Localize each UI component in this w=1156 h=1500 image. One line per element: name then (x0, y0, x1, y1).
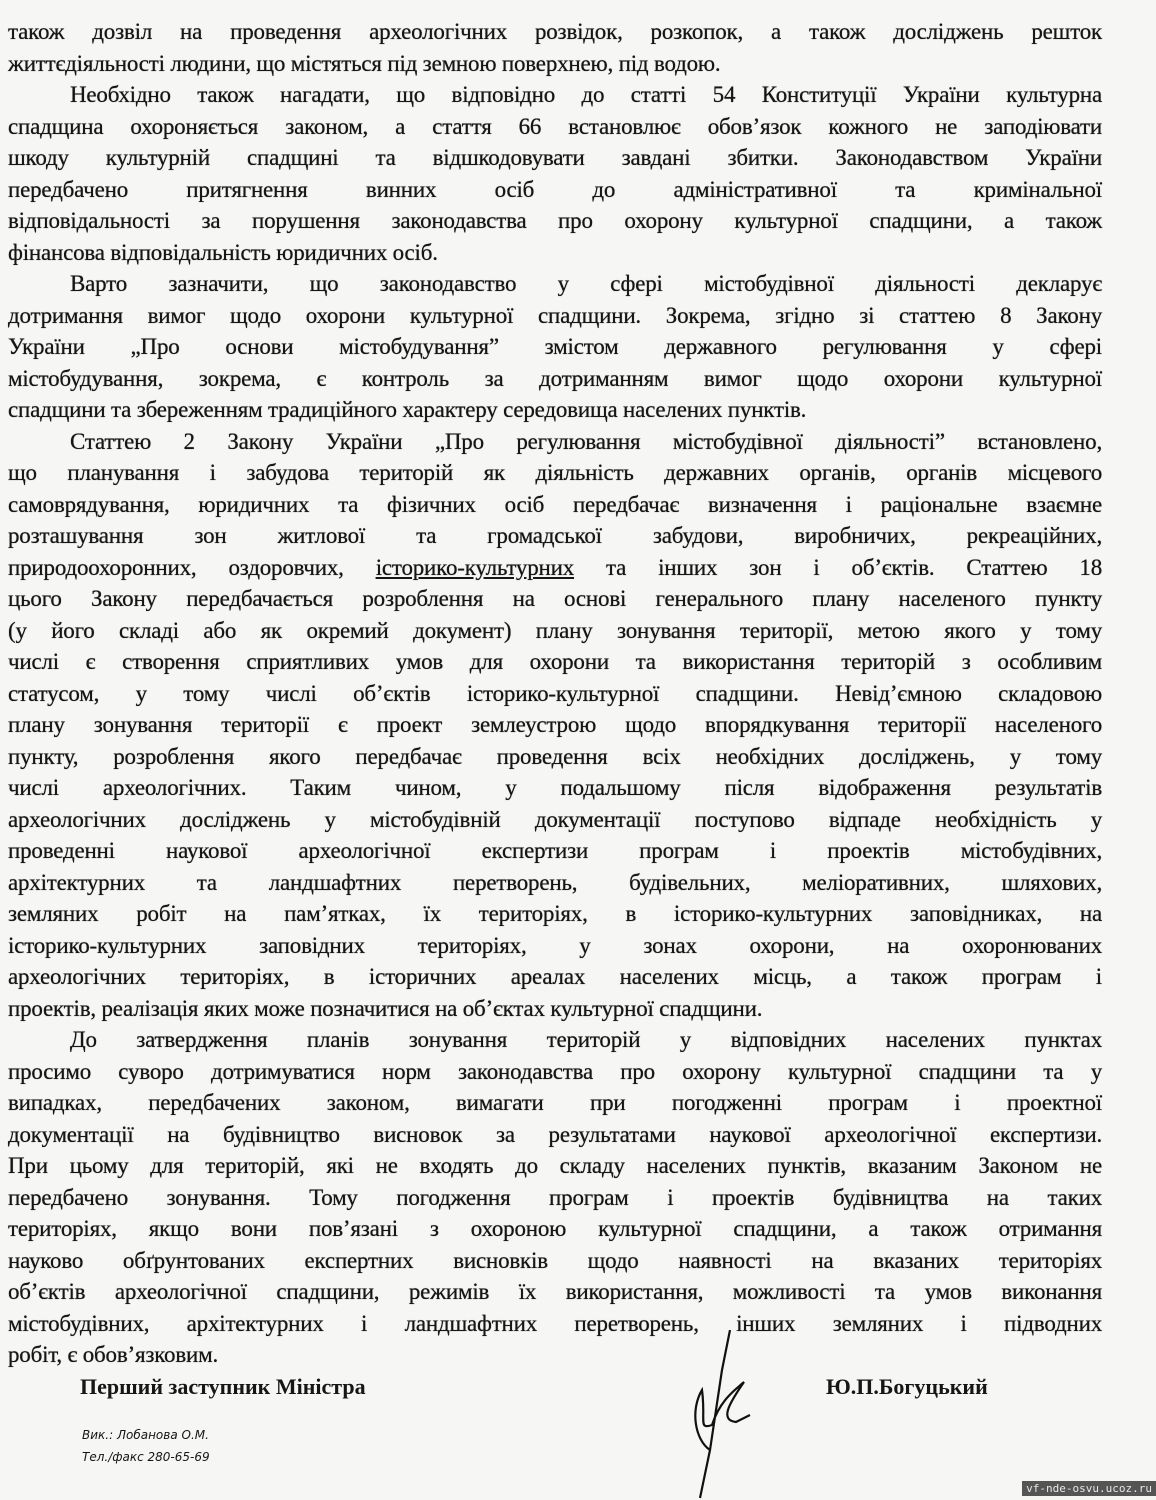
signatory-title: Перший заступник Міністра (80, 1374, 366, 1399)
text-line: проектів, реалізація яких може позначитися на об’єктах культурної спадщини. (8, 995, 763, 1021)
letter-body (8, 16, 1102, 1371)
text-line: історико-культурних заповідних територіях, у зонах охорони, на охоронюваних (8, 932, 1102, 958)
text-line: спадщини та збереженням традиційного характеру середовища населених пунктів. (8, 397, 807, 422)
text-line: фінансова відповідальність юридичних осіб. (8, 239, 438, 265)
text-line: передбачено зонування. Тому погодження програм і проектів будівництва на таких (8, 1184, 1102, 1210)
text-line: числі є створення сприятливих умов для охорони та використання територій з особливим (8, 649, 1102, 674)
paragraph (8, 16, 1102, 79)
paragraph (8, 268, 1102, 426)
paragraph (8, 79, 1102, 268)
executor-phone: Тел./факс 280-65-69 (82, 1450, 210, 1464)
text-line: самоврядування, юридичних та фізичних осіб передбачає визначення і раціональне взаємне (8, 491, 1102, 517)
text-line: Необхідно також нагадати, що відповідно до статті 54 Конституції України культурна (70, 82, 1102, 107)
text-line: Варто зазначити, що законодавство у сфері містобудівної діяльності декларує (70, 271, 1102, 296)
text-line: України „Про основи містобудування” змістом державного регулювання у сфері (8, 334, 1102, 359)
text-line: просимо суворо дотримуватися норм законодавства про охорону культурної спадщини та у (8, 1058, 1102, 1084)
text-line: спадщина охороняється законом, а стаття 66 встановлює обов’язок кожного не заподіювати (8, 113, 1102, 139)
text-line: відповідальності за порушення законодавства про охорону культурної спадщини, а також (8, 208, 1102, 233)
text-line: плану зонування території є проект землеустрою щодо впорядкування території населеного (8, 712, 1102, 737)
text-line: науково обґрунтованих експертних висновків щодо наявності на вказаних територіях (8, 1247, 1102, 1273)
text-line: життєдіяльності людини, що містяться під земною поверхнею, під водою. (8, 50, 721, 76)
text-line: об’єктів археологічної спадщини, режимів їх використання, можливості та умов виконання (8, 1279, 1102, 1304)
underlined-text: історико-культурних (375, 554, 575, 580)
signatory-name: Ю.П.Богуцький (826, 1374, 988, 1399)
text-line: випадках, передбачених законом, вимагати при погодженні програм і проектної (8, 1090, 1102, 1115)
text-line: пункту, розроблення якого передбачає проведення всіх необхідних досліджень, у тому (8, 743, 1102, 769)
text-line: містобудування, зокрема, є контроль за дотриманням вимог щодо охорони культурної (8, 365, 1102, 391)
text-line: археологічних територіях, в історичних ареалах населених місць, а також програм і (8, 964, 1102, 989)
handwritten-signature (640, 1330, 760, 1500)
site-watermark: vf-nde-osvu.ucoz.ru (1022, 1481, 1156, 1496)
text-line: земляних робіт на пам’ятках, їх територіях, в історико-культурних заповідниках, на (8, 901, 1102, 926)
text-line: статусом, у тому числі об’єктів історико-культурної спадщини. Невід’ємною складовою (8, 680, 1102, 706)
text-line: розташування зон житлової та громадської забудови, виробничих, рекреаційних, (8, 523, 1102, 548)
text-line: архітектурних та ландшафтних перетворень, будівельних, меліоративних, шляхових, (8, 869, 1102, 895)
text-line: документації на будівництво висновок за результатами наукової археологічної експертизи. (8, 1121, 1102, 1147)
text-segment: та інших зон і об’єктів. Статтею 18 (574, 554, 1103, 580)
text-line (8, 552, 1102, 584)
text-line: Статтею 2 Закону України „Про регулювання містобудівної діяльності” встановлено, (70, 428, 1102, 454)
paragraph (8, 426, 1102, 1025)
paragraph (8, 1024, 1102, 1371)
text-line: передбачено притягнення винних осіб до адміністративної та кримінальної (8, 176, 1102, 202)
executor-name: Вик.: Лобанова О.М. (82, 1428, 209, 1442)
text-line: числі археологічних. Таким чином, у подальшому після відображення результатів (8, 775, 1102, 800)
text-line: (у його складі або як окремий документ) плану зонування території, метою якого у тому (8, 617, 1102, 643)
text-line: робіт, є обов’язковим. (8, 1342, 219, 1367)
text-line: шкоду культурній спадщині та відшкодовувати завдані збитки. Законодавством України (8, 145, 1102, 170)
text-line: археологічних досліджень у містобудівній документації поступово відпаде необхідність у (8, 806, 1102, 832)
text-line: цього Закону передбачається розроблення на основі генерального плану населеного пункту (8, 586, 1102, 611)
text-line: територіях, якщо вони пов’язані з охороною культурної спадщини, а також отримання (8, 1216, 1102, 1241)
text-line: що планування і забудова територій як діяльність державних органів, органів місцевого (8, 460, 1102, 485)
text-segment: природоохоронних, оздоровчих, (8, 554, 376, 580)
text-line: До затвердження планів зонування територій у відповідних населених пунктах (70, 1027, 1102, 1052)
text-line: також дозвіл на проведення археологічних розвідок, розкопок, а також досліджень решток (8, 19, 1102, 44)
text-line: містобудівних, архітектурних і ландшафтних перетворень, інших земляних і підводних (8, 1310, 1102, 1336)
text-line: При цьому для територій, які не входять до складу населених пунктів, вказаним Законом не (8, 1153, 1102, 1178)
text-line: дотримання вимог щодо охорони культурної спадщини. Зокрема, згідно зі статтею 8 Закону (8, 302, 1102, 328)
text-line: проведенні наукової археологічної експертизи програм і проектів містобудівних, (8, 838, 1102, 863)
